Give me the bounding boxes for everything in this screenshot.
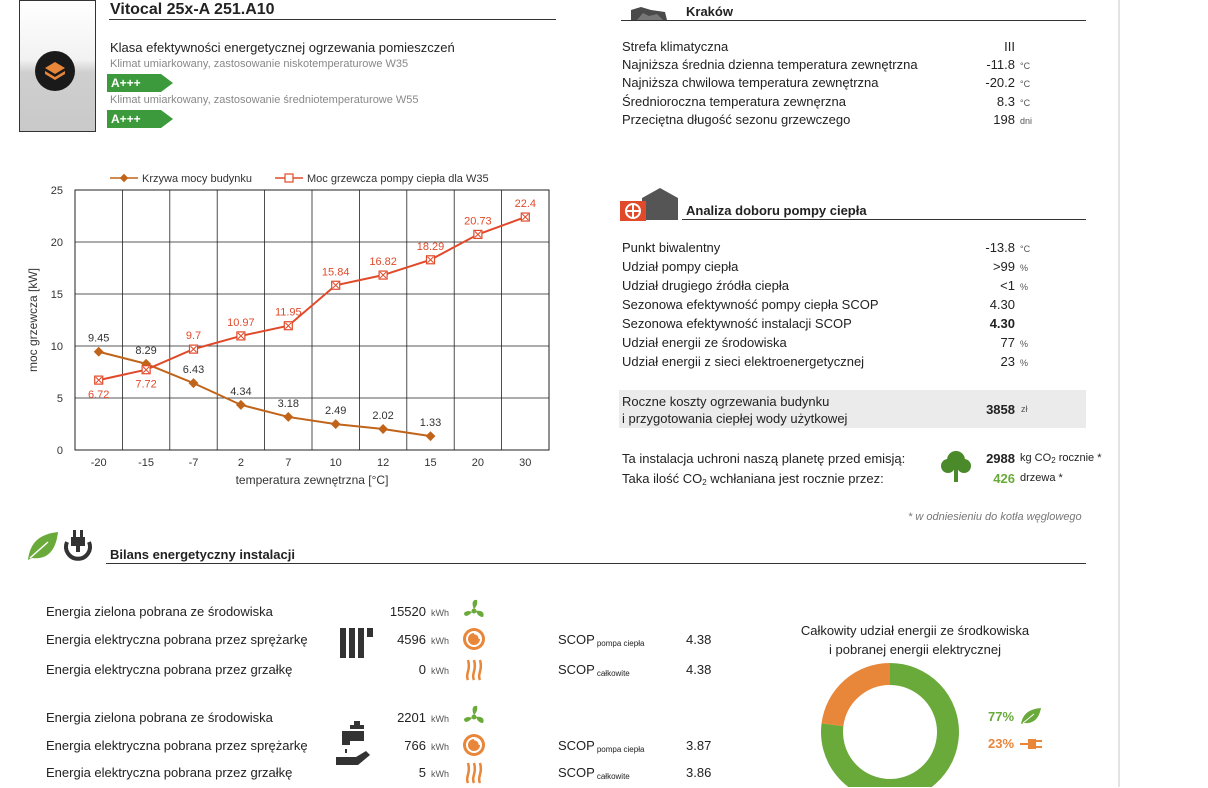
data-point <box>331 419 341 429</box>
y-tick-label: 25 <box>50 185 63 197</box>
y-axis-label: moc grzewcza [kW] <box>26 267 40 373</box>
data-point <box>283 412 293 422</box>
data-label: 8.29 <box>135 344 157 357</box>
scop-value: 4.38 <box>686 662 712 677</box>
data-label: 3.18 <box>277 397 300 410</box>
scop-label <box>558 661 630 679</box>
tap-icon <box>336 721 374 768</box>
scop-label-sub: pompa ciepła <box>596 639 645 648</box>
power-plug-icon <box>60 526 96 569</box>
emission-unit-pre: kg CO <box>1020 452 1052 464</box>
scop-label <box>558 737 644 755</box>
cost-label-line1: Roczne koszty ogrzewania budynku <box>622 394 830 409</box>
location-rule <box>621 20 1086 21</box>
scop-value: 3.87 <box>686 738 712 753</box>
data-label: 11.95 <box>274 306 302 319</box>
data-point <box>95 376 103 384</box>
data-label: 22.4 <box>514 198 537 211</box>
leaf-icon <box>26 530 60 565</box>
data-point <box>284 322 292 330</box>
scop-label-sub: pompa ciepła <box>596 745 645 754</box>
emission-label: Ta instalacja uchroni naszą planetę przed emisją: <box>622 451 906 466</box>
y-tick-label: 20 <box>50 237 63 249</box>
analysis-row-value: 4.30 <box>989 297 1015 312</box>
scop-label-main: SCOP <box>558 632 595 647</box>
scop-label-main: SCOP <box>558 738 595 753</box>
x-tick-label: -7 <box>188 457 199 469</box>
analysis-row-value: -13.8 <box>985 240 1015 255</box>
location-icon <box>629 4 669 25</box>
analysis-row-label: Udział energii z sieci elektroenergetycznej <box>622 354 865 369</box>
cost-value: 3858 <box>986 402 1015 417</box>
balance-row-unit: kWh <box>431 636 449 646</box>
analysis-row-value: 77 <box>1000 335 1015 350</box>
location-title: Kraków <box>686 4 733 19</box>
product-logo-icon <box>35 51 75 91</box>
cost-label-line2: i przygotowania ciepłej wody użytkowej <box>622 411 848 426</box>
x-tick-label: -20 <box>90 457 107 469</box>
radiator-icon <box>340 628 376 661</box>
absorb-label-post: wchłaniana jest rocznie przez: <box>706 471 884 486</box>
fan-icon <box>461 598 487 624</box>
electric-plug-icon <box>1020 737 1042 754</box>
location-row-value: III <box>1004 39 1015 54</box>
data-point <box>190 345 198 353</box>
green-pct: 77% <box>988 709 1015 724</box>
heater-icon <box>461 759 487 785</box>
scop-label <box>558 764 630 782</box>
scop-label <box>558 631 644 649</box>
balance-row-value: 15520 <box>389 604 426 619</box>
emission-value: 2988 <box>986 451 1015 466</box>
analysis-row-label: Udział pompy ciepła <box>622 259 739 274</box>
data-label: 7.72 <box>135 378 157 391</box>
location-row-label: Strefa klimatyczna <box>622 39 729 54</box>
location-row-value: 198 <box>993 111 1015 127</box>
y-tick-label: 15 <box>50 289 63 301</box>
data-point <box>378 424 388 434</box>
balance-row-unit: kWh <box>431 742 449 752</box>
energy-donut <box>820 662 960 787</box>
data-point <box>189 378 199 388</box>
absorb-label-pre: Taka ilość CO <box>622 471 703 486</box>
data-label: 4.34 <box>230 385 252 398</box>
donut-electric-segment <box>832 674 890 725</box>
x-tick-label: -15 <box>138 457 155 469</box>
location-row-label: Przeciętna długość sezonu grzewczego <box>622 111 851 127</box>
legend-label: Krzywa mocy budynku <box>142 173 253 185</box>
x-tick-label: 2 <box>237 457 244 469</box>
balance-row-value: 766 <box>404 738 426 753</box>
scop-value: 4.38 <box>686 632 712 647</box>
balance-row-label: Energia elektryczna pobrana przez sprężarkę <box>46 738 308 753</box>
data-point <box>521 213 529 221</box>
product-title-rule <box>109 19 556 20</box>
data-point <box>236 400 246 410</box>
balance-row-value: 5 <box>418 765 426 780</box>
balance-row-value: 0 <box>418 662 426 677</box>
analysis-row-unit: % <box>1020 282 1029 292</box>
location-row-label: Średnioroczna temperatura zewnęrzna <box>622 93 847 109</box>
scop-label-sub: całkowite <box>596 669 630 678</box>
tree-icon <box>938 448 974 487</box>
analysis-icon <box>620 186 678 225</box>
data-point <box>426 431 436 441</box>
data-label: 9.45 <box>87 332 110 345</box>
product-image <box>19 0 96 132</box>
location-row-label: Najniższa chwilowa temperatura zewnętrzna <box>622 75 879 91</box>
analysis-row-unit: % <box>1020 263 1029 273</box>
data-point <box>379 271 387 279</box>
analysis-row-label: Udział drugiego źródła ciepła <box>622 278 789 293</box>
donut-title-line1: Całkowity udział energii ze środkowiska <box>800 623 1030 638</box>
analysis-row-label: Sezonowa efektywność pompy ciepła SCOP <box>622 297 879 312</box>
w35-label: Klimat umiarkowany, zastosowanie niskotemperaturowe W35 <box>110 58 409 70</box>
balance-row-label: Energia zielona pobrana ze środowiska <box>46 604 273 619</box>
location-row-value: 8.3 <box>996 93 1015 109</box>
data-point <box>94 347 104 357</box>
absorb-label-sub: 2 <box>702 478 707 487</box>
absorb-label <box>622 471 884 487</box>
data-label: 1.33 <box>419 417 442 430</box>
emission-unit <box>1020 452 1102 465</box>
balance-row-label: Energia zielona pobrana ze środowiska <box>46 710 273 725</box>
analysis-row-unit: °C <box>1020 244 1031 254</box>
x-tick-label: 7 <box>285 457 292 469</box>
balance-row-unit: kWh <box>431 608 449 618</box>
analysis-title: Analiza doboru pompy ciepła <box>686 203 867 218</box>
emission-unit-sub: 2 <box>1051 456 1056 465</box>
analysis-row-value: >99 <box>992 259 1015 274</box>
scop-label-main: SCOP <box>558 662 595 677</box>
data-label: 6.43 <box>182 364 205 377</box>
analysis-row-unit: % <box>1020 358 1029 368</box>
data-label: 20.73 <box>464 215 492 228</box>
balance-row-label: Energia elektryczna pobrana przez grzałkę <box>46 662 293 677</box>
analysis-row-label: Sezonowa efektywność instalacji SCOP <box>622 316 852 331</box>
w55-label: Klimat umiarkowany, zastosowanie średniotemperaturowe W55 <box>110 94 419 106</box>
location-row-unit: °C <box>1020 97 1031 108</box>
analysis-row-label: Udział energii ze środowiska <box>622 335 787 350</box>
balance-rule <box>106 563 1086 564</box>
balance-row-value: 4596 <box>397 632 426 647</box>
data-label: 2.02 <box>372 409 394 422</box>
cost-unit: zł <box>1021 404 1028 414</box>
donut-title-line2: i pobranej energii elektrycznej <box>829 642 1001 657</box>
data-label: 10.97 <box>227 316 255 329</box>
product-title: Vitocal 25x-A 251.A10 <box>110 1 275 18</box>
data-label: 9.7 <box>185 330 202 343</box>
legend-marker <box>285 174 293 182</box>
data-label: 18.29 <box>416 240 445 253</box>
compressor-icon <box>461 626 487 652</box>
balance-title: Bilans energetyczny instalacji <box>110 547 295 562</box>
data-label: 6.72 <box>87 389 110 402</box>
balance-row-unit: kWh <box>431 666 449 676</box>
location-row-value: -20.2 <box>985 75 1015 91</box>
analysis-row-unit: % <box>1020 339 1029 349</box>
y-tick-label: 10 <box>50 341 63 353</box>
data-point <box>332 281 340 289</box>
x-tick-label: 30 <box>519 457 532 469</box>
x-tick-label: 10 <box>329 457 342 469</box>
electric-pct: 23% <box>988 736 1015 751</box>
data-point <box>237 332 245 340</box>
data-label: 16.82 <box>369 256 397 269</box>
data-point <box>474 230 482 238</box>
emission-unit-post: rocznie * <box>1055 452 1102 464</box>
donut-title <box>770 621 1060 659</box>
balance-row-label: Energia elektryczna pobrana przez grzałkę <box>46 765 293 780</box>
footnote: * w odniesieniu do kotła węglowego <box>908 511 1082 523</box>
data-point <box>427 256 435 264</box>
data-label: 15.84 <box>321 266 350 279</box>
compressor-icon <box>461 732 487 758</box>
analysis-row-label: Punkt biwalentny <box>622 240 721 255</box>
heater-icon <box>461 656 487 682</box>
y-tick-label: 5 <box>56 393 63 405</box>
x-tick-label: 15 <box>424 457 437 469</box>
scop-label-main: SCOP <box>558 765 595 780</box>
scop-label-sub: całkowite <box>596 772 630 781</box>
x-axis-label: temperatura zewnętrzna [°C] <box>235 473 389 487</box>
analysis-row-value: 23 <box>1000 354 1015 369</box>
heating-chart <box>0 160 600 500</box>
scop-value: 3.86 <box>686 765 712 780</box>
location-row-unit: °C <box>1020 61 1031 72</box>
balance-row-value: 2201 <box>397 710 426 725</box>
balance-row-unit: kWh <box>431 714 449 724</box>
analysis-rule <box>682 219 1086 220</box>
x-tick-label: 20 <box>471 457 485 469</box>
y-tick-label: 0 <box>56 445 63 457</box>
efficiency-heading: Klasa efektywności energetycznej ogrzewania pomieszczeń <box>110 40 455 55</box>
cost-label <box>622 393 847 427</box>
absorb-value: 426 <box>993 471 1015 486</box>
w35-class-badge: A+++ <box>107 74 161 92</box>
balance-row-unit: kWh <box>431 769 449 779</box>
analysis-row-value: <1 <box>1000 278 1015 293</box>
data-point <box>142 366 150 374</box>
location-row-unit: °C <box>1020 79 1031 90</box>
absorb-unit: drzewa * <box>1020 472 1063 484</box>
location-row-value: -11.8 <box>986 57 1015 73</box>
scrollbar[interactable] <box>1118 0 1120 787</box>
w55-class-badge: A+++ <box>107 110 161 128</box>
balance-row-label: Energia elektryczna pobrana przez sprężarkę <box>46 632 308 647</box>
fan-icon <box>461 704 487 730</box>
location-row-label: Najniższa średnia dzienna temperatura zewnętrzna <box>622 57 918 73</box>
x-tick-label: 12 <box>376 457 390 469</box>
location-row-unit: dni <box>1020 115 1033 126</box>
legend-label: Moc grzewcza pompy ciepła dla W35 <box>307 173 489 185</box>
green-leaf-icon <box>1020 707 1042 728</box>
analysis-row-value: 4.30 <box>989 316 1015 331</box>
legend-marker <box>120 174 128 182</box>
data-label: 2.49 <box>324 405 347 418</box>
